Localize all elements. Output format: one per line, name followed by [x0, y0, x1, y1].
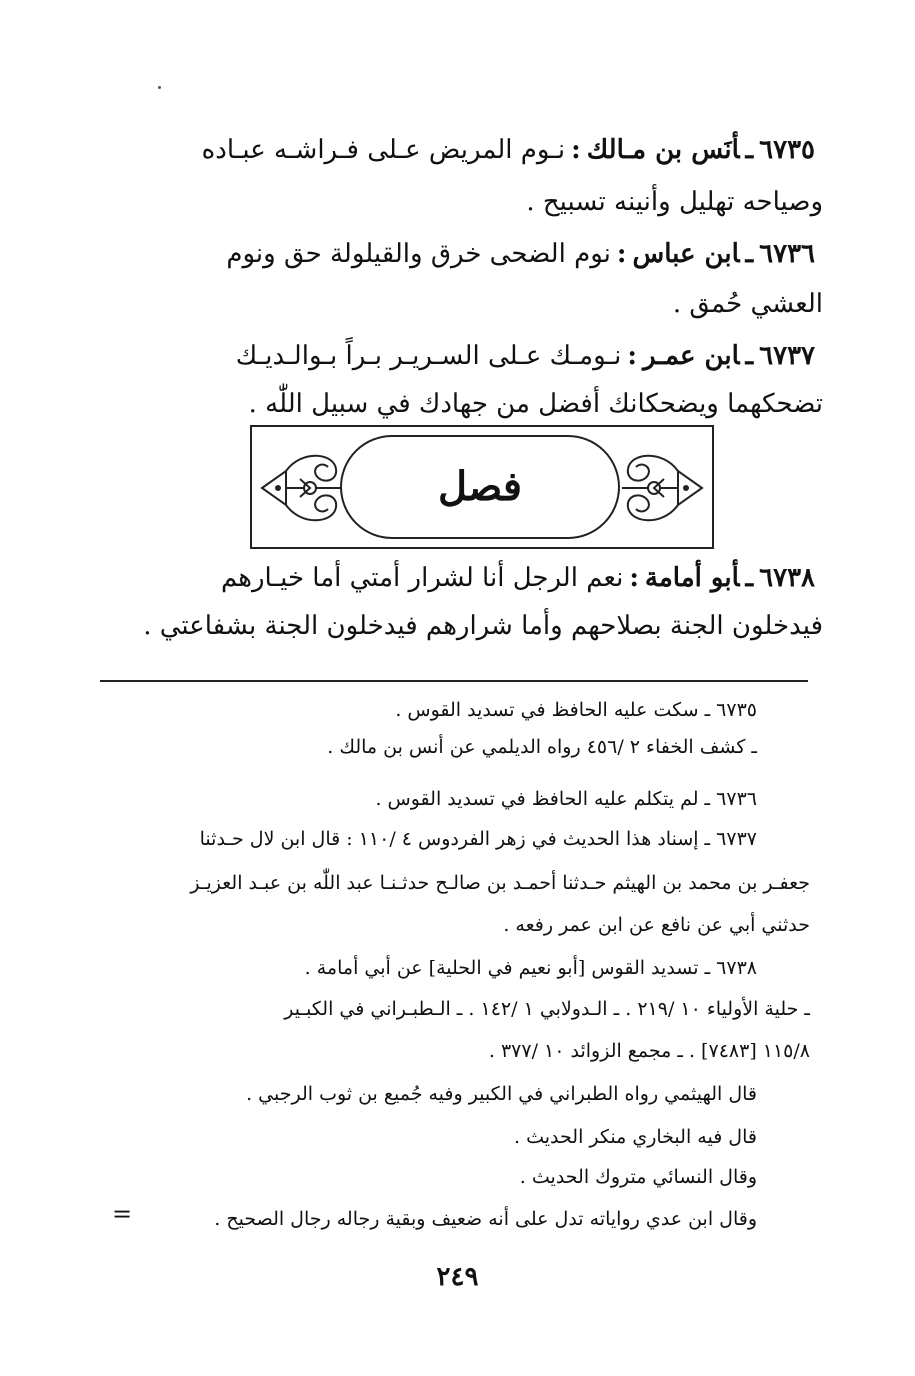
footnote-line: ٦٧٣٥ ـ سكت عليه الحافظ في تسديد القوس .	[395, 699, 757, 721]
entry-line-2: وصياحه تهليل وأنينه تسبيح .	[526, 187, 823, 217]
hadith-entry	[125, 238, 823, 328]
footnote-line: ـ كشف الخفاء ٢ /٤٥٦ رواه الديلمي عن أنس بن مالك .	[327, 736, 757, 758]
entry-line: ٦٧٣٥ـأنَس بن مـالك:نـوم المريض عـلى فـراشـه عبـاده	[201, 135, 815, 165]
entry-text: نـومـك عـلى السـريـر بـراً بـوالـديـك	[235, 341, 622, 371]
entry-line: ٦٧٣٦ـابن عباس:نوم الضحى خرق والقيلولة حق ونوم	[226, 239, 815, 269]
hadith-entry	[125, 134, 823, 224]
entry-line: ٦٧٣٨ـأبو أمامة:نعم الرجل أنا لشرار أمتي أما خيـارهم	[220, 563, 815, 593]
page-number: ٢٤٩	[436, 1262, 479, 1292]
section-title-frame	[340, 435, 620, 539]
entry-number: ٦٧٣٥	[759, 135, 815, 165]
entry-number: ٦٧٣٦	[759, 239, 815, 269]
arabesque-ornament-icon	[256, 445, 346, 531]
entry-narrator: أنَس بن مـالك	[586, 135, 740, 165]
entry-narrator: ابن عمـر	[643, 341, 740, 371]
entry-number: ٦٧٣٨	[759, 563, 815, 593]
footnote-line: وقال ابن عدي رواياته تدل على أنه ضعيف وبقية رجاله رجال الصحيح .	[214, 1208, 757, 1230]
entry-line-2: تضحكهما ويضحكانك أفضل من جهادك في سبيل اللّٰه .	[248, 389, 823, 419]
footnote-line: حدثني أبي عن نافع عن ابن عمر رفعه .	[503, 914, 810, 936]
speck	[158, 86, 161, 89]
entry-line-2: العشي حُمق .	[672, 289, 823, 319]
section-title: فصل	[437, 463, 523, 510]
footnote-line: قال الهيثمي رواه الطبراني في الكبير وفيه جُميع بن ثوب الرجبي .	[246, 1083, 757, 1105]
entry-text: نوم الضحى خرق والقيلولة حق ونوم	[226, 239, 611, 269]
footnote-line: ٦٧٣٧ ـ إسناد هذا الحديث في زهر الفردوس ٤ /١١٠ : قال ابن لال حـدثنا	[199, 828, 757, 850]
entry-line: ٦٧٣٧ـابن عمـر:نـومـك عـلى السـريـر بـراً بـوالـديـك	[235, 341, 815, 371]
footnote-line: ٦٧٣٨ ـ تسديد القوس [أبو نعيم في الحلية] عن أبي أمامة .	[304, 957, 757, 979]
hadith-entry	[125, 340, 823, 430]
footnote-line: قال فيه البخاري منكر الحديث .	[514, 1126, 757, 1148]
footnote-line: جعفـر بن محمد بن الهيثم حـدثنا أحمـد بن صالـح حدثـنـا عبد اللّٰه بن عبـد العزيـز	[190, 872, 810, 894]
entry-text: نـوم المريض عـلى فـراشـه عبـاده	[201, 135, 566, 165]
entry-narrator: أبو أمامة	[644, 563, 740, 593]
footnote-divider	[100, 680, 808, 682]
continuation-mark: =	[112, 1200, 133, 1228]
footnote-line: وقال النسائي متروك الحديث .	[519, 1166, 757, 1188]
entry-narrator: ابن عباس	[632, 239, 740, 269]
entry-text: نعم الرجل أنا لشرار أمتي أما خيـارهم	[220, 563, 624, 593]
arabesque-ornament-icon	[618, 445, 708, 531]
hadith-entry	[125, 562, 823, 652]
footnote-line: ٦٧٣٦ ـ لم يتكلم عليه الحافظ في تسديد القوس .	[375, 788, 757, 810]
entry-number: ٦٧٣٧	[759, 341, 815, 371]
footnote-line: ـ حلية الأولياء ١٠ /٢١٩ . ـ الـدولابي ١ /١٤٢ . ـ الـطبـراني في الكبـير	[284, 998, 810, 1020]
section-header-box	[250, 425, 714, 549]
entry-line-2: فيدخلون الجنة بصلاحهم وأما شرارهم فيدخلون الجنة بشفاعتي .	[143, 611, 823, 641]
footnote-line: ١١٥/٨ [٧٤٨٣] . ـ مجمع الزوائد ١٠ /٣٧٧ .	[488, 1040, 810, 1062]
